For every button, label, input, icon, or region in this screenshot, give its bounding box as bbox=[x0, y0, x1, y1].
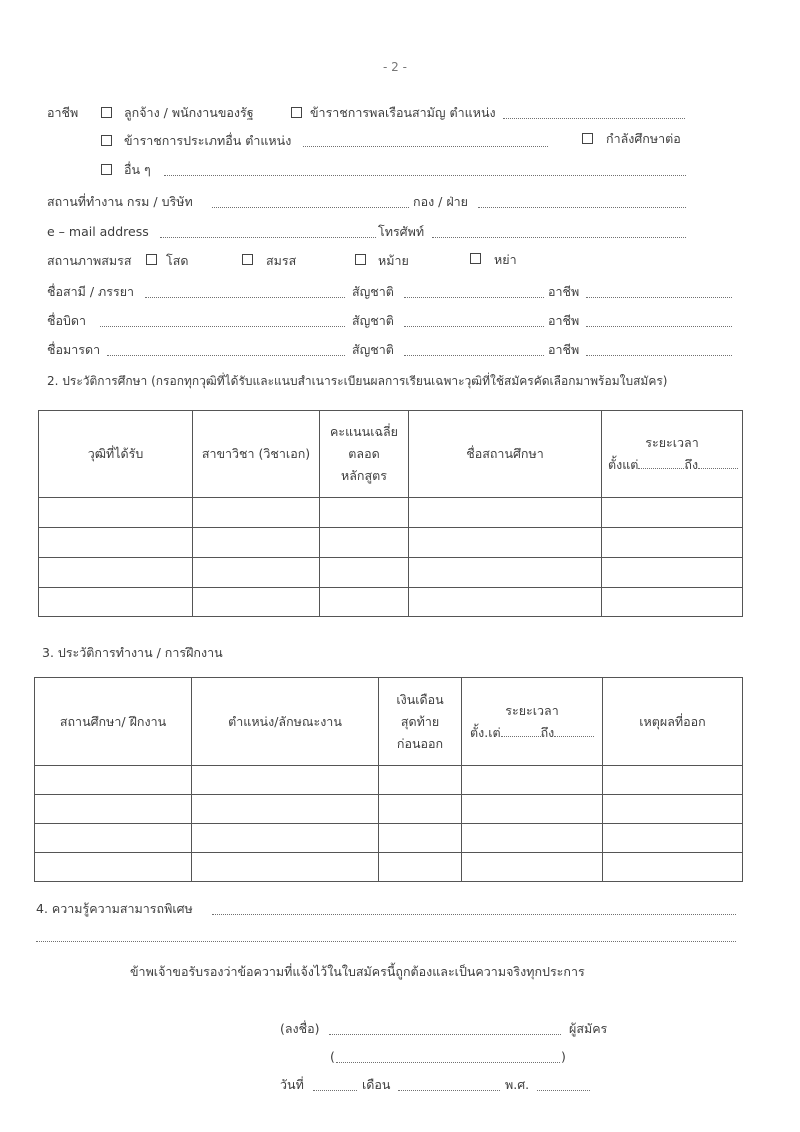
table-cell[interactable] bbox=[192, 853, 379, 882]
option-single: โสด bbox=[166, 253, 189, 268]
month-label: เดือน bbox=[362, 1077, 391, 1092]
table-cell[interactable] bbox=[379, 766, 462, 795]
table-row bbox=[39, 498, 743, 528]
skills-field-line2[interactable] bbox=[36, 930, 736, 942]
workplace-label: สถานที่ทำงาน กรม / บริษัท bbox=[47, 194, 193, 209]
father-label: ชื่อบิดา bbox=[47, 313, 87, 328]
table-cell[interactable] bbox=[602, 528, 743, 558]
col-workplace-label: สถานศึกษา/ ฝึกงาน bbox=[59, 713, 167, 729]
col-gpa-line3: หลักสูตร bbox=[341, 468, 387, 483]
checkbox-married[interactable] bbox=[242, 254, 253, 265]
father-name-field[interactable] bbox=[100, 315, 345, 327]
col-position-label: ตำแหน่ง/ลักษณะงาน bbox=[228, 713, 342, 729]
other-government-position-field[interactable] bbox=[303, 135, 548, 147]
col-major-label: สาขาวิชา (วิชาเอก) bbox=[201, 446, 311, 461]
open-paren: ( bbox=[330, 1049, 335, 1064]
table-cell[interactable] bbox=[35, 824, 192, 853]
col-degree bbox=[39, 411, 193, 498]
table-cell[interactable] bbox=[603, 824, 743, 853]
education-header-row bbox=[39, 411, 743, 498]
spouse-occupation-label: อาชีพ bbox=[548, 284, 580, 299]
col-last-salary bbox=[379, 678, 462, 766]
table-cell[interactable] bbox=[320, 498, 409, 528]
table-row bbox=[39, 558, 743, 588]
table-cell[interactable] bbox=[35, 766, 192, 795]
table-cell[interactable] bbox=[602, 588, 743, 617]
col-reason bbox=[603, 678, 743, 766]
period-from-label: ตั้งแต่ bbox=[608, 457, 639, 472]
checkbox-single[interactable] bbox=[146, 254, 157, 265]
col-period bbox=[602, 411, 743, 498]
page-number: - 2 - bbox=[383, 60, 407, 74]
mother-occupation-label: อาชีพ bbox=[548, 342, 580, 357]
education-title: 2. ประวัติการศึกษา (กรอกทุกวุฒิที่ได้รับและแนบสำเนาระเบียนผลการเรียนเฉพาะวุฒิที่ใช้สมัครคัดเลือกมาพร้อมใบสมัคร) bbox=[47, 374, 668, 388]
table-cell[interactable] bbox=[39, 498, 193, 528]
table-cell[interactable] bbox=[603, 766, 743, 795]
table-cell[interactable] bbox=[409, 528, 602, 558]
day-field[interactable] bbox=[313, 1079, 357, 1091]
table-cell[interactable] bbox=[320, 558, 409, 588]
occupation-label: อาชีพ bbox=[47, 105, 79, 120]
table-cell[interactable] bbox=[35, 795, 192, 824]
table-cell[interactable] bbox=[39, 528, 193, 558]
col-degree-label: วุฒิที่ได้รับ bbox=[87, 446, 144, 461]
checkbox-studying[interactable] bbox=[582, 133, 593, 144]
checkbox-other-government[interactable] bbox=[101, 135, 112, 146]
table-row bbox=[35, 853, 743, 882]
father-nationality-field[interactable] bbox=[404, 315, 544, 327]
father-occupation-label: อาชีพ bbox=[548, 313, 580, 328]
declaration-text: ข้าพเจ้าขอรับรองว่าข้อความที่แจ้งไว้ในใบสมัครนี้ถูกต้องและเป็นความจริงทุกประการ bbox=[130, 964, 585, 979]
option-civil-servant: ข้าราชการพลเรือนสามัญ ตำแหน่ง bbox=[310, 105, 496, 120]
option-other-government: ข้าราชการประเภทอื่น ตำแหน่ง bbox=[124, 133, 292, 148]
printed-name-field[interactable] bbox=[336, 1051, 560, 1063]
day-label: วันที่ bbox=[280, 1077, 304, 1092]
civil-servant-position-field[interactable] bbox=[503, 107, 685, 119]
col-period-title: ระยะเวลา bbox=[645, 435, 699, 450]
table-cell[interactable] bbox=[39, 588, 193, 617]
col-major bbox=[193, 411, 320, 498]
year-field[interactable] bbox=[537, 1079, 590, 1091]
table-cell[interactable] bbox=[602, 558, 743, 588]
table-row bbox=[35, 766, 743, 795]
option-studying: กำลังศึกษาต่อ bbox=[606, 131, 681, 146]
table-cell[interactable] bbox=[193, 588, 320, 617]
year-label: พ.ศ. bbox=[505, 1077, 530, 1092]
spouse-name-field[interactable] bbox=[145, 286, 345, 298]
col-gpa-line1: คะแนนเฉลี่ย bbox=[330, 424, 398, 439]
father-occupation-field[interactable] bbox=[586, 315, 732, 327]
mother-nationality-field[interactable] bbox=[404, 344, 544, 356]
table-cell[interactable] bbox=[462, 824, 603, 853]
table-row bbox=[35, 795, 743, 824]
col-gpa-line2: ตลอด bbox=[348, 446, 380, 461]
email-field[interactable] bbox=[160, 226, 376, 238]
mother-occupation-field[interactable] bbox=[586, 344, 732, 356]
col-gpa bbox=[320, 411, 409, 498]
table-cell[interactable] bbox=[462, 853, 603, 882]
table-cell[interactable] bbox=[192, 766, 379, 795]
skills-label: 4. ความรู้ความสามารถพิเศษ bbox=[36, 901, 193, 916]
period-from-dots bbox=[638, 458, 684, 469]
table-cell[interactable] bbox=[462, 795, 603, 824]
signature-field[interactable] bbox=[329, 1023, 561, 1035]
option-government-employee: ลูกจ้าง / พนักงานของรัฐ bbox=[124, 105, 254, 120]
option-married: สมรส bbox=[266, 253, 297, 268]
division-field[interactable] bbox=[478, 196, 686, 208]
work-period-to-dots bbox=[554, 726, 594, 737]
col-workplace bbox=[35, 678, 192, 766]
col-salary-line2: สุดท้าย bbox=[400, 713, 440, 729]
table-cell[interactable] bbox=[193, 558, 320, 588]
mother-label: ชื่อมารดา bbox=[47, 342, 101, 357]
sign-label: (ลงชื่อ) bbox=[280, 1021, 320, 1036]
option-other: อื่น ๆ bbox=[124, 162, 151, 177]
spouse-nationality-field[interactable] bbox=[404, 286, 544, 298]
spouse-occupation-field[interactable] bbox=[586, 286, 732, 298]
table-cell[interactable] bbox=[409, 498, 602, 528]
checkbox-other[interactable] bbox=[101, 164, 112, 175]
period-to-label: ถึง bbox=[684, 457, 699, 472]
spouse-nationality-label: สัญชาติ bbox=[352, 284, 394, 299]
table-cell[interactable] bbox=[409, 558, 602, 588]
marital-label: สถานภาพสมรส bbox=[47, 253, 132, 268]
other-occupation-field[interactable] bbox=[164, 164, 686, 176]
table-row bbox=[35, 824, 743, 853]
col-salary-line1: เงินเดือน bbox=[396, 691, 444, 707]
table-cell[interactable] bbox=[462, 766, 603, 795]
father-nationality-label: สัญชาติ bbox=[352, 313, 394, 328]
col-period-range bbox=[602, 454, 742, 476]
table-cell[interactable] bbox=[603, 853, 743, 882]
col-position bbox=[192, 678, 379, 766]
skills-field-line1[interactable] bbox=[212, 903, 736, 915]
table-cell[interactable] bbox=[35, 853, 192, 882]
table-cell[interactable] bbox=[603, 795, 743, 824]
col-work-period-title: ระยะเวลา bbox=[505, 702, 559, 718]
table-cell[interactable] bbox=[192, 795, 379, 824]
table-cell[interactable] bbox=[192, 824, 379, 853]
checkbox-government-employee[interactable] bbox=[101, 107, 112, 118]
table-row bbox=[39, 588, 743, 617]
spouse-label: ชื่อสามี / ภรรยา bbox=[47, 284, 135, 299]
division-label: กอง / ฝ่าย bbox=[413, 194, 469, 209]
education-table bbox=[38, 410, 743, 617]
table-cell[interactable] bbox=[320, 528, 409, 558]
work-period-from-dots bbox=[501, 726, 541, 737]
workplace-field[interactable] bbox=[212, 196, 409, 208]
col-institution-label: ชื่อสถานศึกษา bbox=[466, 446, 544, 461]
table-cell[interactable] bbox=[39, 558, 193, 588]
checkbox-divorced[interactable] bbox=[470, 253, 481, 264]
col-institution bbox=[409, 411, 602, 498]
table-cell[interactable] bbox=[379, 824, 462, 853]
col-work-period bbox=[462, 678, 603, 766]
work-period-from-label: ตั้ง.เต่ bbox=[470, 724, 501, 740]
col-reason-label: เหตุผลที่ออก bbox=[639, 713, 706, 729]
close-paren: ) bbox=[561, 1049, 566, 1064]
work-title: 3. ประวัติการทำงาน / การฝึกงาน bbox=[42, 645, 223, 660]
table-cell[interactable] bbox=[602, 498, 743, 528]
option-widowed: หม้าย bbox=[378, 253, 409, 268]
table-cell[interactable] bbox=[193, 498, 320, 528]
table-cell[interactable] bbox=[379, 795, 462, 824]
phone-label: โทรศัพท์ bbox=[378, 224, 425, 239]
table-row bbox=[39, 528, 743, 558]
phone-field[interactable] bbox=[432, 226, 686, 238]
mother-name-field[interactable] bbox=[107, 344, 345, 356]
mother-nationality-label: สัญชาติ bbox=[352, 342, 394, 357]
applicant-label: ผู้สมัคร bbox=[569, 1021, 608, 1036]
table-cell[interactable] bbox=[193, 528, 320, 558]
email-label: e – mail address bbox=[47, 224, 149, 239]
month-field[interactable] bbox=[398, 1079, 500, 1091]
checkbox-widowed[interactable] bbox=[355, 254, 366, 265]
table-cell[interactable] bbox=[320, 588, 409, 617]
col-salary-line3: ก่อนออก bbox=[396, 735, 444, 751]
work-table bbox=[34, 677, 743, 882]
checkbox-civil-servant[interactable] bbox=[291, 107, 302, 118]
table-cell[interactable] bbox=[409, 588, 602, 617]
work-header-row bbox=[35, 678, 743, 766]
period-to-dots bbox=[698, 458, 738, 469]
work-period-to-label: ถึง bbox=[540, 724, 555, 740]
col-work-period-range bbox=[462, 722, 602, 744]
option-divorced: หย่า bbox=[494, 252, 517, 267]
table-cell[interactable] bbox=[379, 853, 462, 882]
